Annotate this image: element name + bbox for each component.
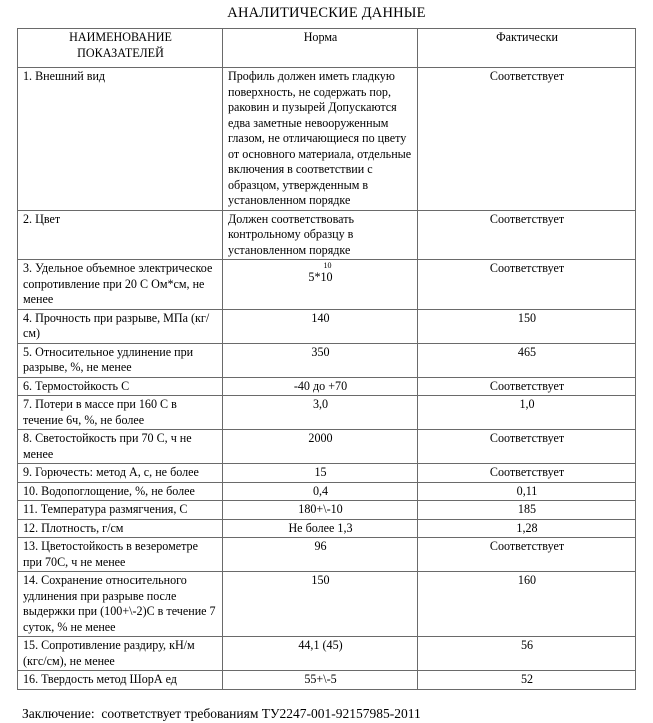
- row-name: 3. Удельное объемное электрическое сопротивление при 20 С Ом*см, не менее: [18, 260, 223, 310]
- row-norm: [223, 260, 418, 310]
- table-row: [18, 482, 636, 501]
- row-name: 15. Сопротивление раздиру, кН/м (кгс/см), не менее: [18, 637, 223, 671]
- row-actual: 150: [418, 309, 636, 343]
- table-row: [18, 464, 636, 483]
- row-actual: Соответствует: [418, 377, 636, 396]
- row-actual: Соответствует: [418, 538, 636, 572]
- table-row: [18, 343, 636, 377]
- row-norm: 44,1 (45): [223, 637, 418, 671]
- column-header-actual: Фактически: [418, 29, 636, 68]
- row-name: 7. Потери в массе при 160 С в течение 6ч, %, не более: [18, 396, 223, 430]
- row-actual: Соответствует: [418, 210, 636, 260]
- table-row: [18, 519, 636, 538]
- row-norm: -40 до +70: [223, 377, 418, 396]
- table-row: [18, 671, 636, 690]
- row-norm: 350: [223, 343, 418, 377]
- table-header-row: [18, 29, 636, 68]
- table-row: [18, 538, 636, 572]
- row-name: 11. Температура размягчения, С: [18, 501, 223, 520]
- table-row: [18, 377, 636, 396]
- row-name: 4. Прочность при разрыве, МПа (кг/см): [18, 309, 223, 343]
- row-norm: 2000: [223, 430, 418, 464]
- row-name: 6. Термостойкость С: [18, 377, 223, 396]
- row-norm: Должен соответствовать контрольному образцу в установленном порядке: [223, 210, 418, 260]
- table-row: [18, 68, 636, 211]
- row-name: 5. Относительное удлинение при разрыве, %, не менее: [18, 343, 223, 377]
- row-actual: 160: [418, 572, 636, 637]
- row-name: 12. Плотность, г/см: [18, 519, 223, 538]
- row-name: 1. Внешний вид: [18, 68, 223, 211]
- column-header-norm: Норма: [223, 29, 418, 68]
- row-norm: 0,4: [223, 482, 418, 501]
- row-norm-base: 5*10: [308, 270, 333, 284]
- row-actual: 465: [418, 343, 636, 377]
- row-norm: 15: [223, 464, 418, 483]
- row-actual: Соответствует: [418, 68, 636, 211]
- row-norm: 150: [223, 572, 418, 637]
- row-norm: 55+\-5: [223, 671, 418, 690]
- row-actual: 0,11: [418, 482, 636, 501]
- page-title: АНАЛИТИЧЕСКИЕ ДАННЫЕ: [227, 5, 426, 21]
- row-norm-exponent: 10: [323, 261, 332, 270]
- row-actual: 56: [418, 637, 636, 671]
- table-row: [18, 501, 636, 520]
- analytical-data-table: [17, 28, 636, 690]
- table-row: [18, 637, 636, 671]
- row-actual: Соответствует: [418, 260, 636, 310]
- table-row: [18, 572, 636, 637]
- row-norm: Не более 1,3: [223, 519, 418, 538]
- row-actual: Соответствует: [418, 464, 636, 483]
- row-name: 9. Горючесть: метод А, с, не более: [18, 464, 223, 483]
- row-actual: Соответствует: [418, 430, 636, 464]
- row-name: 13. Цветостойкость в везерометре при 70С, ч не менее: [18, 538, 223, 572]
- row-actual: 52: [418, 671, 636, 690]
- row-norm: 180+\-10: [223, 501, 418, 520]
- table-row: [18, 260, 636, 310]
- row-name: 16. Твердость метод ШорА ед: [18, 671, 223, 690]
- row-norm: 3,0: [223, 396, 418, 430]
- row-actual: 1,0: [418, 396, 636, 430]
- table-row: [18, 309, 636, 343]
- row-name: 14. Сохранение относительного удлинения при разрыве после выдержки при (100+\-2)С в течение 7 суток, % не менее: [18, 572, 223, 637]
- table-row: [18, 430, 636, 464]
- row-name: 10. Водопоглощение, %, не более: [18, 482, 223, 501]
- row-name: 8. Светостойкость при 70 С, ч не менее: [18, 430, 223, 464]
- table-row: [18, 396, 636, 430]
- table-row: [18, 210, 636, 260]
- column-header-name-line2: ПОКАЗАТЕЛЕЙ: [77, 45, 164, 60]
- row-actual: 185: [418, 501, 636, 520]
- row-actual: 1,28: [418, 519, 636, 538]
- row-norm: 96: [223, 538, 418, 572]
- row-norm: 140: [223, 309, 418, 343]
- column-header-name: [18, 29, 223, 68]
- row-name: 2. Цвет: [18, 210, 223, 260]
- row-norm: Профиль должен иметь гладкую поверхность, не содержать пор, раковин и пузырей Допускаются едва заметные невооруженным глазом, не отличающиеся по цвету от основного материала, отдельные включения в соответствии с образцом, утвержденным в установленном порядке: [223, 68, 418, 211]
- column-header-name-line1: НАИМЕНОВАНИЕ: [69, 30, 172, 44]
- conclusion-text: Заключение: соответствует требованиям ТУ2247-001-92157985-2011: [22, 705, 421, 721]
